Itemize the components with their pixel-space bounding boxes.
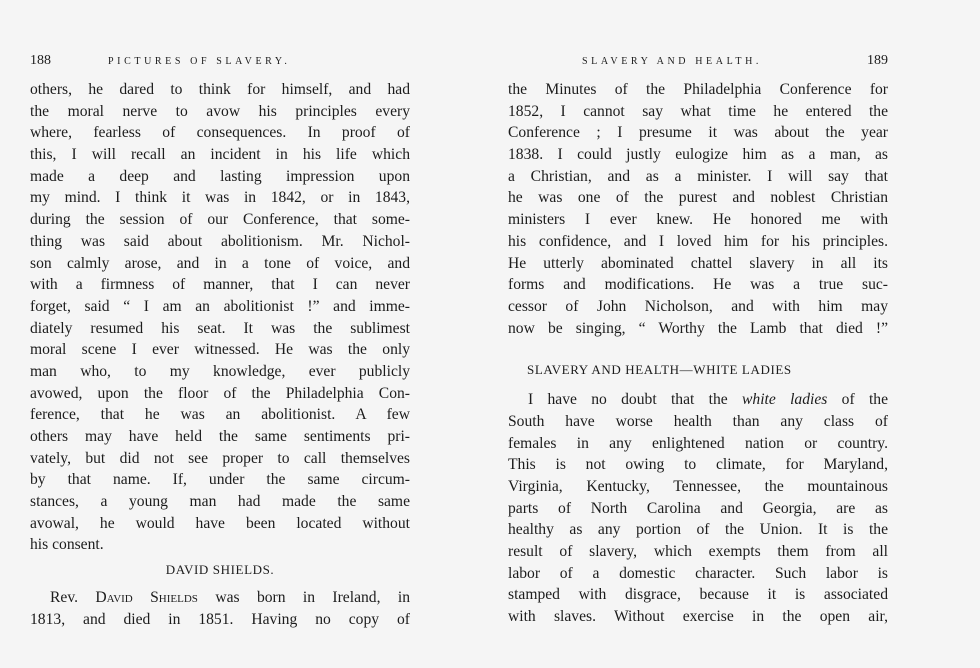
text-line: 1852, I cannot say what time he entered the	[508, 102, 888, 120]
text-line: females in any enlightened nation or country.	[508, 434, 888, 452]
text-line: vately, but did not see proper to call themselves	[30, 449, 410, 467]
left-body-text	[30, 79, 410, 631]
text-line: his consent.	[30, 536, 104, 554]
text-line: others, he dared to think for himself, and had	[30, 81, 410, 98]
text-rev: Rev.	[50, 589, 79, 607]
text-line: his confidence, and I loved him for his principles.	[508, 232, 888, 250]
text-line: avowal, he would have been located without	[30, 514, 410, 532]
text-line: moral scene I ever witnessed. He was the only	[30, 341, 410, 359]
text-line: the Minutes of the Philadelphia Conference for	[508, 81, 888, 98]
page-number-left: 188	[30, 53, 51, 68]
text-line: others may have held the same sentiments pri-	[30, 428, 410, 445]
text-line: thing was said about abolitionism. Mr. Nichol-	[30, 232, 410, 250]
text-line: the moral nerve to avow his principles every	[30, 102, 410, 120]
text-line: this, I will recall an incident in his life which	[30, 146, 410, 164]
text-line: South have worse health than any class of	[508, 412, 888, 430]
text-line: result of slavery, which exempts them from all	[508, 543, 888, 561]
left-running-head-title: PICTURES OF SLAVERY.	[108, 56, 291, 67]
text-line	[508, 389, 888, 411]
text-line: a Christian, and as a minister. I will say that	[508, 167, 888, 185]
text-line: He utterly abominated chattel slavery in all its	[508, 254, 888, 272]
text-line: my mind. I think it was in 1842, or in 1843,	[30, 189, 410, 207]
text-line: 1813, and died in 1851. Having no copy of	[30, 610, 410, 628]
text-line: he was one of the purest and noblest Christian	[508, 189, 888, 207]
text-after-italic: of the	[841, 391, 888, 409]
text-line: made a deep and lasting impression upon	[30, 167, 410, 185]
text-line: stances, a young man had made the same	[30, 493, 410, 511]
text-line: ministers I ever knew. He honored me with	[508, 211, 888, 229]
text-line: 1838. I could justly eulogize him as a man, as	[508, 146, 888, 164]
text-line: now be singing, “ Worthy the Lamb that died !”	[508, 319, 888, 337]
section-heading-slavery-and-health: SLAVERY AND HEALTH—WHITE LADIES	[527, 362, 792, 378]
text-line: with slaves. Without exercise in the open air,	[508, 608, 888, 626]
text-line: labor of a domestic character. Such labor is	[508, 564, 888, 582]
text-line: cessor of John Nicholson, and with him may	[508, 297, 888, 315]
text-line: parts of North Carolina and Georgia, are as	[508, 499, 888, 517]
text-rest: was born in Ireland, in	[215, 589, 410, 607]
text-line: Conference ; I presume it was about the year	[508, 124, 888, 142]
small-caps-name: David Shields	[95, 589, 198, 607]
text-line: healthy as any portion of the Union. It is the	[508, 521, 888, 539]
text-line: forms and modifications. He was a true suc-	[508, 276, 888, 294]
text-line: diately resumed his seat. It was the sublimest	[30, 319, 410, 337]
text-line: avowed, upon the floor of the Philadelphia Con-	[30, 384, 410, 402]
page-number-right: 189	[867, 53, 888, 68]
text-line	[30, 587, 410, 609]
text-before-italic: I have no doubt that the	[528, 391, 728, 409]
text-line: during the session of our Conference, that some-	[30, 211, 410, 229]
text-line: man who, to my knowledge, ever publicly	[30, 362, 410, 380]
section-heading-david-shields: DAVID SHIELDS.	[165, 562, 275, 578]
text-line: ference, that he was an abolitionist. A few	[30, 406, 410, 424]
left-running-head	[30, 53, 410, 69]
italic-white-ladies: white ladies	[742, 391, 828, 409]
text-line: Virginia, Kentucky, Tennessee, the mountainous	[508, 478, 888, 495]
text-line: where, fearless of consequences. In proof of	[30, 124, 410, 142]
text-line: stamped with disgrace, because it is associated	[508, 586, 888, 604]
right-running-head	[508, 53, 888, 69]
text-line: forget, said “ I am an abolitionist !” and imme-	[30, 297, 410, 315]
text-line: son calmly arose, and in a tone of voice, and	[30, 254, 410, 272]
text-line: This is not owing to climate, for Maryland,	[508, 456, 888, 474]
right-running-head-title: SLAVERY AND HEALTH.	[582, 56, 762, 67]
text-line: by that name. If, under the same circum-	[30, 471, 410, 489]
right-body-text	[508, 79, 888, 628]
text-line: with a firmness of manner, that I can never	[30, 276, 410, 294]
